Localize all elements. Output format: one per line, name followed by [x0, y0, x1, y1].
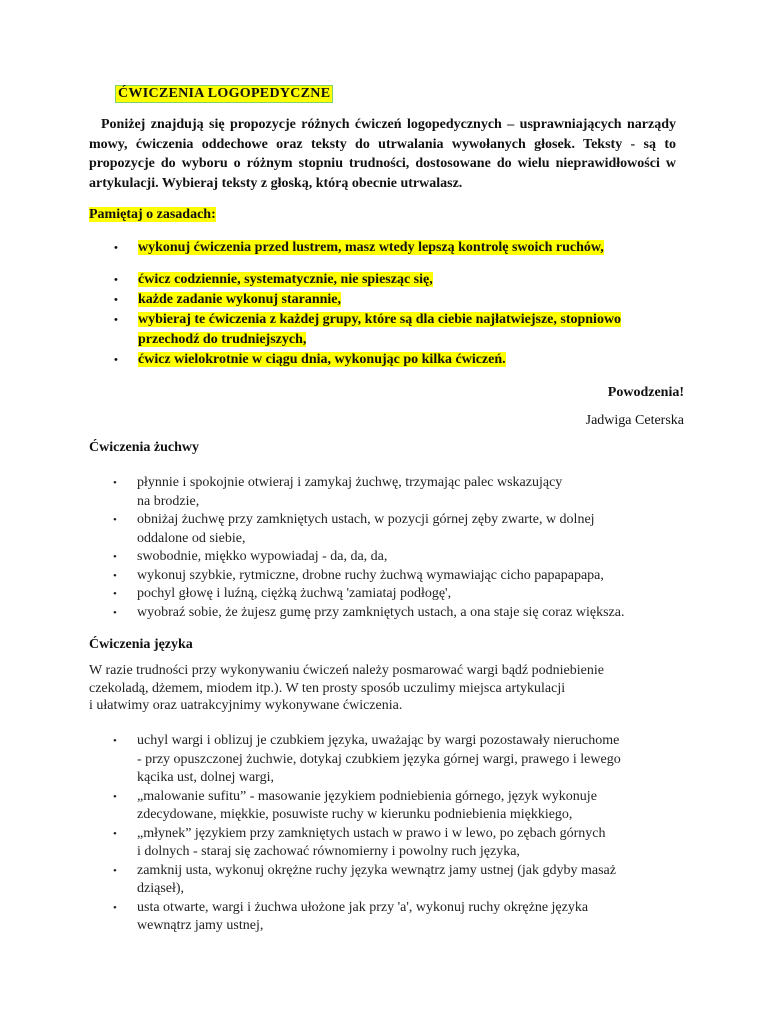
paragraph-line: W razie trudności przy wykonywaniu ćwiczeń należy posmarować wargi bądź podniebienie [89, 663, 604, 678]
bullet-icon: • [113, 864, 117, 877]
item-line: i dolnych - staraj się zachować równomierny i powolny ruch języka, [137, 844, 520, 859]
list-item [113, 604, 697, 623]
list-item [113, 474, 697, 511]
item-line: dziąseł), [137, 881, 185, 896]
paragraph-line: czekoladą, dżemem, miodem itp.). W ten prosty sposób uczulimy miejsca artykulacji [89, 680, 566, 696]
bullet-icon: • [114, 314, 118, 326]
item-line: płynnie i spokojnie otwieraj i zamykaj żuchwę, trzymając palec wskazujący [137, 475, 563, 490]
document-title: ĆWICZENIA LOGOPEDYCZNE [115, 85, 333, 103]
item-line: na brodzie, [137, 493, 200, 509]
rule-text: wykonuj ćwiczenia przed lustrem, masz wtedy lepszą kontrolę swoich ruchów, [138, 240, 604, 255]
bullet-icon: • [113, 477, 117, 489]
rules-list [114, 238, 683, 258]
rule-text: wybieraj te ćwiczenia z każdej grupy, które są dla ciebie najłatwiejsze, stopniowo [138, 312, 622, 327]
rules-list-continued [114, 270, 683, 370]
rules-label-text: Pamiętaj o zasadach: [89, 207, 216, 222]
list-item [114, 310, 683, 330]
jaw-exercises-list [113, 474, 697, 622]
bullet-icon: • [113, 735, 117, 747]
bullet-icon: • [114, 242, 118, 254]
list-item [113, 548, 697, 567]
bullet-icon: • [113, 514, 117, 526]
item-line: „młynek” językiem przy zamkniętych ustach w prawo i w lewo, po zębach górnych [137, 825, 606, 841]
item-line: uchyl wargi i oblizuj je czubkiem języka, uważając by wargi pozostawały nieruchome [137, 733, 620, 748]
bullet-icon: • [113, 588, 117, 600]
rules-label [89, 207, 216, 223]
rule-text: przechodź do trudniejszych, [138, 332, 307, 347]
list-item [114, 238, 683, 258]
list-item [113, 899, 697, 936]
item-line: pochyl głowę i luźną, ciężką żuchwą 'zamiataj podłogę', [137, 586, 452, 601]
list-item [113, 862, 697, 899]
rule-text: ćwicz wielokrotnie w ciągu dnia, wykonując po kilka ćwiczeń. [138, 352, 506, 367]
bullet-icon: • [113, 790, 117, 803]
item-line: swobodnie, miękko wypowiadaj - da, da, da, [137, 549, 388, 564]
item-line: zdecydowane, miękkie, posuwiste ruchy w kierunku podniebienia miękkiego, [137, 807, 573, 822]
intro-paragraph: Poniżej znajdują się propozycje różnych ćwiczeń logopedycznych – usprawniających narządy mowy, ćwiczenia oddechowe oraz teksty do utrwalania wywołanych głosek. Teksty - są to propozycje do wyboru o różnym stopniu trudności, dostosowane do wielu nieprawidłowości w artykulacji. Wybieraj teksty z głoską, którą obecnie utrwalasz. [89, 117, 676, 191]
tongue-exercises-list [113, 732, 697, 936]
item-line: wykonuj szybkie, rytmiczne, drobne ruchy żuchwą wymawiając cicho papapapapa, [137, 567, 604, 583]
list-item-continuation [138, 330, 683, 350]
item-line: wewnątrz jamy ustnej, [137, 918, 264, 933]
item-line: oddalone od siebie, [137, 530, 246, 546]
bullet-icon: • [113, 827, 117, 840]
item-line: „malowanie sufitu” - masowanie językiem podniebienia górnego, język wykonuje [137, 788, 597, 804]
list-item [113, 585, 697, 604]
tongue-intro-paragraph [89, 662, 689, 715]
bullet-icon: • [113, 606, 117, 619]
item-line: usta otwarte, wargi i żuchwa ułożone jak przy 'a', wykonuj ruchy okrężne języka [137, 899, 589, 915]
list-item [114, 290, 683, 310]
item-line: kącika ust, dolnej wargi, [137, 770, 274, 785]
bullet-icon: • [114, 274, 118, 286]
list-item [113, 788, 697, 825]
bullet-icon: • [113, 901, 117, 914]
bullet-icon: • [113, 569, 117, 582]
bullet-icon: • [113, 551, 117, 563]
sign-off: Powodzenia! [607, 385, 684, 400]
list-item [113, 511, 697, 548]
tongue-section-heading: Ćwiczenia języka [89, 637, 193, 652]
list-item [113, 825, 697, 862]
list-item [113, 732, 697, 788]
item-line: zamknij usta, wykonuj okrężne ruchy języka wewnątrz jamy ustnej (jak gdyby masaż [137, 862, 616, 878]
item-line: obniżaj żuchwę przy zamkniętych ustach, w pozycji górnej zęby zwarte, w dolnej [137, 512, 595, 527]
bullet-icon: • [114, 354, 118, 366]
item-line: - przy opuszczonej żuchwie, dotykaj czubkiem języka górnej wargi, prawego i lewego [137, 751, 621, 767]
rule-text: ćwicz codziennie, systematycznie, nie spiesząc się, [138, 272, 433, 287]
author-name: Jadwiga Ceterska [585, 413, 684, 428]
list-item [114, 350, 683, 370]
bullet-icon: • [114, 294, 118, 306]
item-line: wyobraź sobie, że żujesz gumę przy zamkniętych ustach, a ona staje się coraz większa. [137, 604, 625, 620]
list-item [114, 270, 683, 290]
list-item [113, 567, 697, 586]
paragraph-line: i ułatwimy oraz uatrakcyjnimy wykonywane ćwiczenia. [89, 698, 403, 713]
jaw-section-heading: Ćwiczenia żuchwy [89, 440, 200, 455]
rule-text: każde zadanie wykonuj starannie, [138, 292, 342, 307]
